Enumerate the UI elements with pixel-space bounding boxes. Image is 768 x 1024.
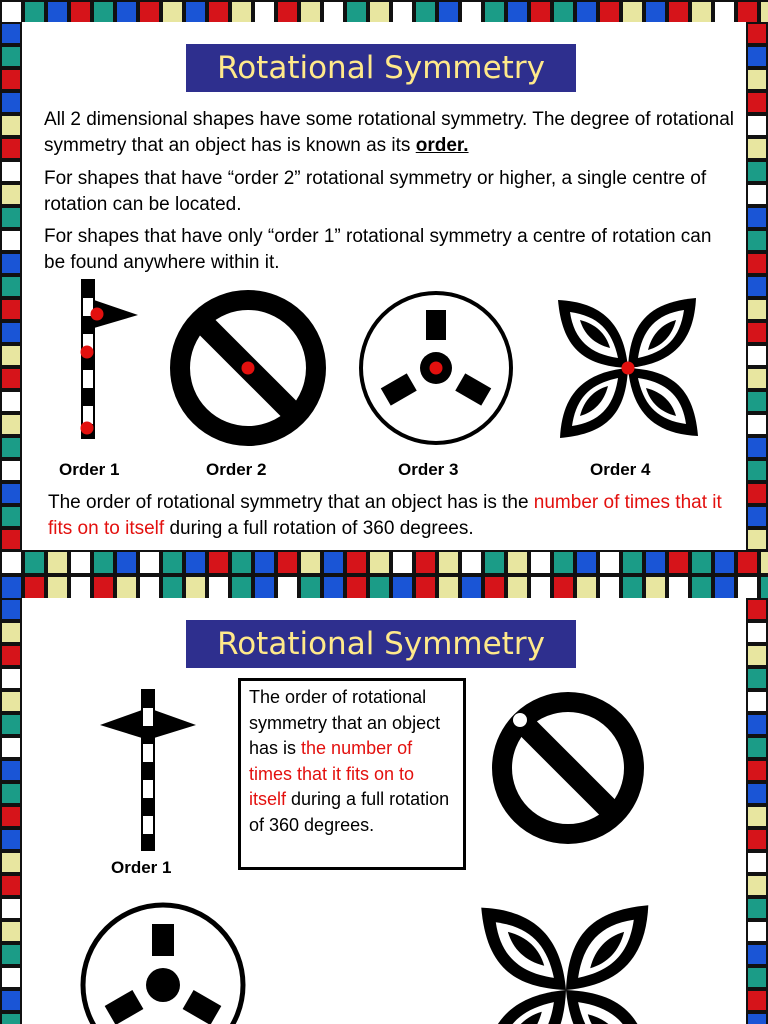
border-tile	[713, 575, 736, 600]
border-tile	[115, 575, 138, 600]
border-tile	[0, 621, 22, 644]
border-tile	[746, 897, 768, 920]
definition-highlight: number of times that it fits on to itself	[48, 492, 722, 539]
border-tile	[391, 550, 414, 575]
border-tile	[0, 45, 22, 68]
border-tile	[23, 575, 46, 600]
border-tile	[746, 782, 768, 805]
border-tile	[746, 805, 768, 828]
border-tile	[746, 667, 768, 690]
border-tile	[0, 1012, 22, 1024]
slide-2	[22, 598, 746, 1024]
border-tile	[0, 759, 22, 782]
border-tile	[746, 943, 768, 966]
border-tile	[0, 137, 22, 160]
border-tile	[644, 550, 667, 575]
border-tile	[0, 782, 22, 805]
border-tile	[391, 575, 414, 600]
border-tile	[746, 68, 768, 91]
border-tile	[621, 550, 644, 575]
reel-shape	[78, 900, 248, 1024]
border-tile	[552, 575, 575, 600]
border-tile	[746, 137, 768, 160]
order-3-reel-shape	[356, 288, 516, 448]
border-tile	[414, 575, 437, 600]
border-tile	[368, 550, 391, 575]
border-tile	[23, 550, 46, 575]
border-tile	[69, 550, 92, 575]
border-tile	[437, 550, 460, 575]
border-tile	[746, 1012, 768, 1024]
order-2-prohibition-shape	[168, 288, 328, 448]
border-tile	[746, 459, 768, 482]
border-tile	[138, 575, 161, 600]
prohibition-sign-shape	[488, 688, 648, 848]
order-4-petal-shape	[552, 292, 704, 444]
border-tile	[746, 621, 768, 644]
border-tile	[0, 252, 22, 275]
border-tile	[0, 528, 22, 551]
border-tile	[0, 667, 22, 690]
border-tile	[746, 644, 768, 667]
border-tile	[0, 482, 22, 505]
border-tile	[207, 575, 230, 600]
border-tile	[0, 436, 22, 459]
border-tile	[529, 550, 552, 575]
border-tile	[621, 575, 644, 600]
border-tile	[746, 598, 768, 621]
border-tile	[0, 874, 22, 897]
border-tile	[299, 575, 322, 600]
border-tile	[0, 229, 22, 252]
order-1-flag-shape	[70, 278, 142, 440]
border-tile	[746, 160, 768, 183]
border-tile	[184, 575, 207, 600]
border-tile	[0, 828, 22, 851]
border-tile	[276, 575, 299, 600]
border-tile	[161, 550, 184, 575]
border-tile	[0, 644, 22, 667]
border-tile	[746, 114, 768, 137]
order-1-label: Order 1	[59, 460, 120, 479]
border-tile	[368, 575, 391, 600]
border-tile	[746, 413, 768, 436]
border-tile	[746, 367, 768, 390]
border-tile	[0, 114, 22, 137]
border-tile	[746, 436, 768, 459]
definition-paragraph	[48, 490, 738, 542]
border-tile	[0, 920, 22, 943]
border-tile	[667, 550, 690, 575]
slide-2-title: Rotational Symmetry	[186, 620, 576, 668]
border-tile	[598, 550, 621, 575]
border-tile	[746, 989, 768, 1012]
border-tile	[529, 575, 552, 600]
border-tile	[299, 550, 322, 575]
border-tile	[483, 575, 506, 600]
border-tile	[746, 22, 768, 45]
border-tile	[0, 344, 22, 367]
border-tile	[0, 505, 22, 528]
border-tile	[0, 805, 22, 828]
definition-textbox	[238, 678, 466, 870]
border-tile	[746, 851, 768, 874]
border-tile	[713, 550, 736, 575]
border-tile	[0, 68, 22, 91]
textbox-text-start: The order of rotational symmetry that an object has is	[249, 687, 441, 759]
order-3-label: Order 3	[398, 460, 459, 479]
border-tile	[322, 575, 345, 600]
border-tile	[746, 390, 768, 413]
border-tile	[0, 275, 22, 298]
border-tile	[690, 575, 713, 600]
border-tile	[736, 575, 759, 600]
border-tile	[345, 550, 368, 575]
border-tile	[345, 575, 368, 600]
border-tile	[746, 206, 768, 229]
border-tile	[0, 550, 23, 575]
border-tile	[0, 183, 22, 206]
border-tile	[746, 759, 768, 782]
border-tile	[0, 943, 22, 966]
slide-2-order-1-label: Order 1	[111, 858, 172, 877]
border-tile	[230, 550, 253, 575]
border-tile	[161, 575, 184, 600]
border-tile	[253, 575, 276, 600]
border-tile	[575, 575, 598, 600]
border-tile	[0, 91, 22, 114]
border-tile	[746, 828, 768, 851]
border-tile	[759, 550, 768, 575]
border-tile	[598, 575, 621, 600]
border-tile	[746, 690, 768, 713]
border-tile	[759, 575, 768, 600]
definition-text-start: The order of rotational symmetry that an object has is the	[48, 492, 534, 513]
border-tile	[746, 505, 768, 528]
border-tile	[0, 897, 22, 920]
order-2-label: Order 2	[206, 460, 267, 479]
border-tile	[0, 598, 22, 621]
order-1-paragraph: For shapes that have only “order 1” rotational symmetry a centre of rotation can be found anywhere within it.	[44, 226, 712, 273]
border-tile	[253, 550, 276, 575]
border-tile	[322, 550, 345, 575]
border-tile	[0, 713, 22, 736]
border-tile	[483, 550, 506, 575]
border-tile	[746, 321, 768, 344]
border-tile	[746, 45, 768, 68]
border-tile	[0, 22, 22, 45]
border-tile	[0, 298, 22, 321]
border-tile	[0, 367, 22, 390]
border-tile	[746, 920, 768, 943]
textbox-text-end: during a full rotation of 360 degrees.	[249, 789, 450, 835]
border-tile	[69, 575, 92, 600]
border-tile	[736, 550, 759, 575]
slide-1	[22, 22, 746, 550]
slide-1-title: Rotational Symmetry	[186, 44, 576, 92]
border-tile	[746, 344, 768, 367]
border-tile	[746, 736, 768, 759]
border-tile	[230, 575, 253, 600]
border-tile	[667, 575, 690, 600]
border-tile	[690, 550, 713, 575]
border-tile	[92, 550, 115, 575]
border-tile	[0, 966, 22, 989]
border-tile	[115, 550, 138, 575]
order-2-paragraph: For shapes that have “order 2” rotational symmetry or higher, a single centre of rotation can be located.	[44, 168, 707, 215]
border-tile	[207, 550, 230, 575]
border-tile	[0, 989, 22, 1012]
order-4-label: Order 4	[590, 460, 651, 479]
border-tile	[746, 298, 768, 321]
border-tile	[506, 550, 529, 575]
order-term: order.	[415, 135, 469, 156]
petal-shape	[474, 898, 658, 1024]
border-tile	[276, 550, 299, 575]
intro-paragraph	[44, 107, 734, 159]
border-tile	[746, 528, 768, 551]
border-tile	[746, 713, 768, 736]
border-tile	[0, 459, 22, 482]
border-tile	[746, 183, 768, 206]
border-tile	[0, 160, 22, 183]
border-tile	[92, 575, 115, 600]
border-tile	[746, 252, 768, 275]
border-tile	[0, 736, 22, 759]
textbox-highlight: the number of times that it fits on to itself	[249, 738, 415, 810]
border-tile	[746, 482, 768, 505]
border-tile	[0, 413, 22, 436]
border-tile	[138, 550, 161, 575]
border-tile	[460, 550, 483, 575]
intro-text: All 2 dimensional shapes have some rotational symmetry. The degree of rotational symmetry that an object has is known as its	[44, 109, 734, 156]
border-tile	[184, 550, 207, 575]
border-tile	[437, 575, 460, 600]
border-tile	[0, 206, 22, 229]
border-tile	[746, 874, 768, 897]
definition-text-end: during a full rotation of 360 degrees.	[164, 518, 474, 539]
border-tile	[746, 229, 768, 252]
border-tile	[414, 550, 437, 575]
border-tile	[0, 321, 22, 344]
border-tile	[0, 390, 22, 413]
border-tile	[746, 91, 768, 114]
border-tile	[46, 550, 69, 575]
border-tile	[506, 575, 529, 600]
border-tile	[746, 275, 768, 298]
border-tile	[552, 550, 575, 575]
border-tile	[644, 575, 667, 600]
border-tile	[46, 575, 69, 600]
border-tile	[575, 550, 598, 575]
border-tile	[0, 851, 22, 874]
border-tile	[0, 690, 22, 713]
border-tile	[460, 575, 483, 600]
border-tile	[0, 575, 23, 600]
border-tile	[746, 966, 768, 989]
order-1-double-flag-shape	[98, 688, 198, 852]
